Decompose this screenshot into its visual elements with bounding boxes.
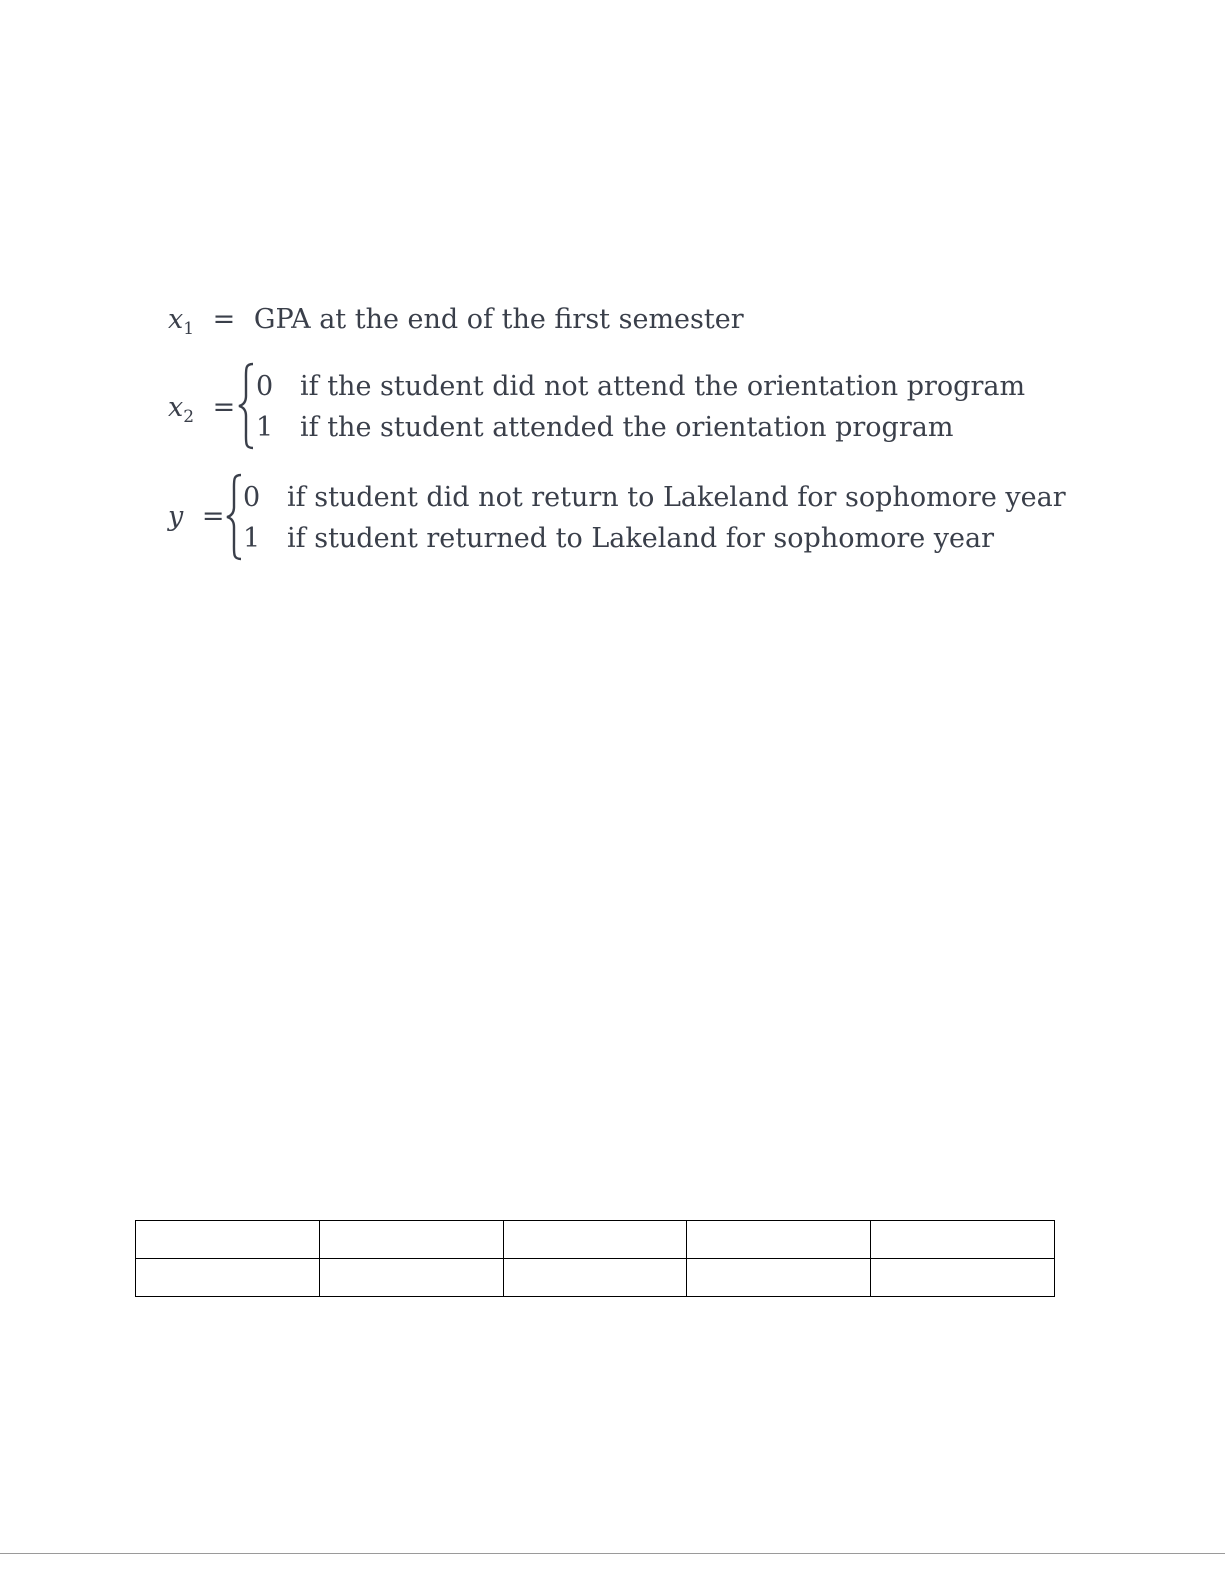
x2-case-0-condition [300, 371, 1025, 402]
y-case-0 [243, 482, 260, 513]
x2-equals: = [212, 392, 236, 423]
x1-variable: x [168, 304, 184, 335]
table-cell [319, 1259, 503, 1297]
table-cell [503, 1221, 687, 1259]
y-case-1-value: 1 [243, 523, 261, 554]
y-case-0-text: if student did not return to Lakeland for sophomore year [287, 482, 1066, 513]
page-bottom-divider [0, 1553, 1225, 1554]
y-case-0-value: 0 [243, 482, 261, 513]
x1-equals: = [212, 304, 236, 335]
y-case-1 [243, 523, 260, 554]
x2-brace [236, 361, 256, 451]
y-equals: = [201, 501, 225, 532]
table-row [136, 1221, 1055, 1259]
x2-case-0-text: if the student did not attend the orientation program [300, 371, 1026, 402]
table-cell [136, 1259, 320, 1297]
y-case-1-condition [287, 523, 994, 554]
table-row [136, 1259, 1055, 1297]
table-cell [687, 1259, 871, 1297]
table-cell [503, 1259, 687, 1297]
x1-definition [168, 304, 744, 339]
x2-subscript: 2 [183, 407, 195, 427]
y-case-0-condition [287, 482, 1066, 513]
x2-case-1-condition [300, 412, 953, 443]
x2-case-1-value: 1 [256, 412, 274, 443]
x1-description: GPA at the end of the first semester [253, 304, 744, 335]
x2-variable: x [168, 392, 184, 423]
y-brace [224, 472, 244, 562]
x2-lhs [168, 392, 245, 427]
empty-data-table [135, 1220, 1055, 1297]
table-cell [319, 1221, 503, 1259]
y-variable: y [168, 501, 184, 532]
x2-case-0 [256, 371, 273, 402]
table-cell [871, 1259, 1055, 1297]
y-case-1-text: if student returned to Lakeland for sophomore year [287, 523, 995, 554]
table-cell [687, 1221, 871, 1259]
x2-case-1-text: if the student attended the orientation program [300, 412, 954, 443]
x2-case-0-value: 0 [256, 371, 274, 402]
table-cell [136, 1221, 320, 1259]
x1-subscript: 1 [183, 319, 195, 339]
x2-case-1 [256, 412, 273, 443]
table-cell [871, 1221, 1055, 1259]
